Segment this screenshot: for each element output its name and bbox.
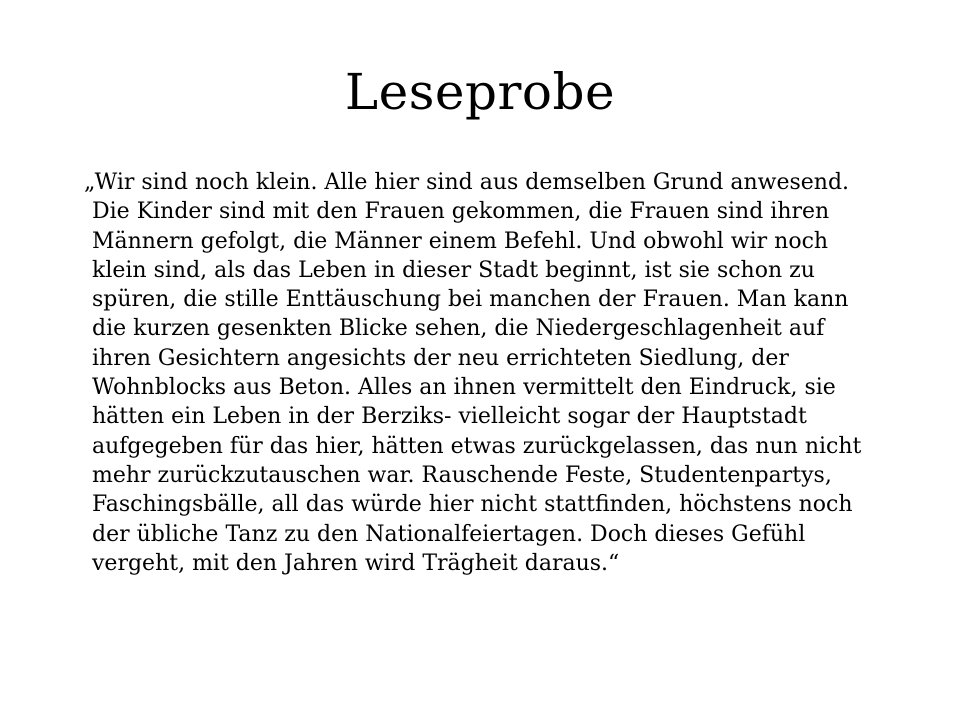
text-line: mehr zurückzutauschen war. Rauschende Feste, Studentenpartys, [92,462,832,488]
text-line: Faschingsbälle, all das würde hier nicht stattfinden, höchstens noch [92,492,853,518]
text-line: Die Kinder sind mit den Frauen gekommen, die Frauen sind ihren [92,199,830,225]
slide-title: Leseprobe [344,63,616,121]
reading-sample-text [84,168,892,578]
text-line: klein sind, als das Leben in dieser Stadt beginnt, ist sie schon zu [92,257,815,283]
text-line: hätten ein Leben in der Berziks- vielleicht sogar der Hauptstadt [92,404,807,430]
text-line: Männern gefolgt, die Männer einem Befehl. Und obwohl wir noch [92,228,829,254]
text-line: „Wir sind noch klein. Alle hier sind aus demselben Grund anwesend. [84,170,850,195]
text-line: aufgegeben für das hier, hätten etwas zurückgelassen, das nun nicht [92,433,862,459]
text-line: spüren, die stille Enttäuschung bei manchen der Frauen. Man kann [92,287,849,313]
text-line: ihren Gesichtern angesichts der neu errichteten Siedlung, der [92,345,789,371]
text-line: Wohnblocks aus Beton. Alles an ihnen vermittelt den Eindruck, sie [92,375,836,401]
text-line: der übliche Tanz zu den Nationalfeiertagen. Doch dieses Gefühl [92,521,806,547]
text-line: die kurzen gesenkten Blicke sehen, die Niedergeschlagenheit auf [92,316,825,342]
text-line: vergeht, mit den Jahren wird Trägheit daraus.“ [92,550,620,576]
